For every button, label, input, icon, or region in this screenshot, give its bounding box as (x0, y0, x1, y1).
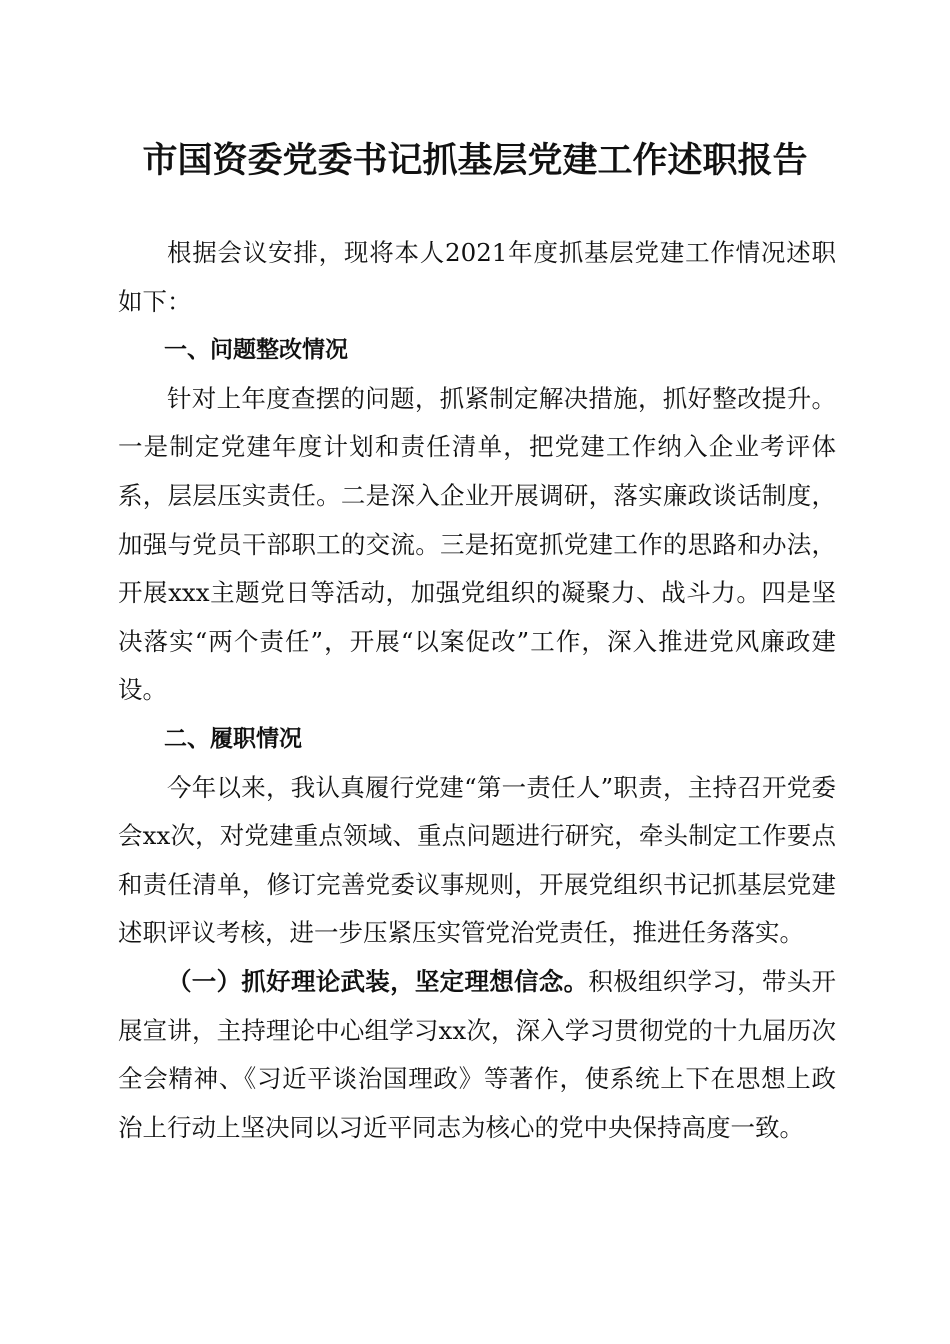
subsection-lead-theory: （一）抓好理论武装，坚定理想信念。 (167, 966, 589, 996)
section-paragraph-rectification: 针对上年度查摆的问题，抓紧制定解决措施，抓好整改提升。一是制定党建年度计划和责任清单，把党建工作纳入企业考评体系，层层压实责任。二是深入企业开展调研，落实廉政谈话制度，加强与党员干部职工的交流。三是拓宽抓党建工作的思路和办法，开展xxx主题党日等活动，加强党组织的凝聚力、战斗力。四是坚决落实“两个责任”，开展“以案促改”工作，深入推进党风廉政建设。 (118, 383, 836, 705)
section-paragraph-duties: 今年以来，我认真履行党建“第一责任人”职责，主持召开党委会xx次，对党建重点领域、重点问题进行研究，牵头制定工作要点和责任清单，修订完善党委议事规则，开展党组织书记抓基层党建述职评议考核，进一步压紧压实管党治党责任，推进任务落实。 (118, 772, 836, 948)
document-body (118, 229, 836, 1152)
subsection-text-theory: 积极组织学习，带头开展宣讲，主持理论中心组学习xx次，深入学习贯彻党的十九届历次全会精神、《习近平谈治国理政》等著作，使系统上下在思想上政治上行动上坚决同以习近平同志为核心的党中央保持高度一致。 (118, 966, 837, 1142)
section-heading-rectification: 一、问题整改情况 (164, 337, 348, 364)
intro-paragraph: 根据会议安排，现将本人2021年度抓基层党建工作情况述职如下： (118, 238, 836, 316)
subsection-paragraph-theory (118, 958, 836, 1152)
section-heading-duties: 二、履职情况 (164, 725, 302, 752)
page-title: 市国资委党委书记抓基层党建工作述职报告 (142, 140, 808, 181)
